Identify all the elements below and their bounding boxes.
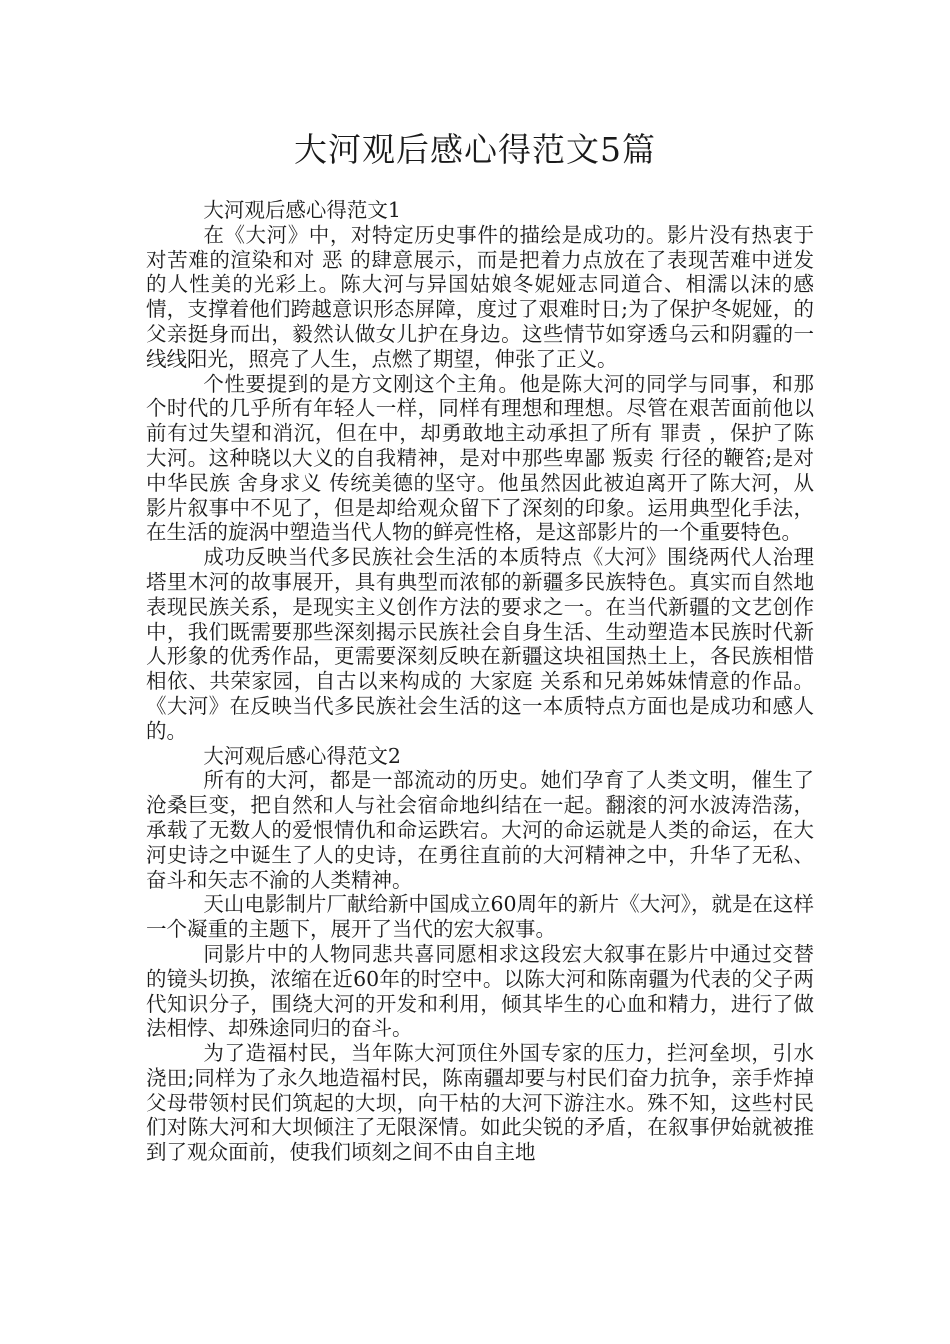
paragraph: 所有的大河，都是一部流动的历史。她们孕育了人类文明，催生了沧桑巨变，把自然和人与社会宿命地纠结在一起。翻滚的河水波涛浩荡，承载了无数人的爱恨情仇和命运跌宕。大河的命运就是人类的命运，在大河史诗之中诞生了人的史诗，在勇往直前的大河精神之中，升华了无私、奋斗和矢志不渝的人类精神。 — [146, 768, 814, 892]
section-heading: 大河观后感心得范文2 — [203, 743, 401, 768]
paragraph: 在《大河》中，对特定历史事件的描绘是成功的。影片没有热衷于对苦难的渲染和对 恶 的肆意展示，而是把着力点放在了表现苦难中迸发的人性美的光彩上。陈大河与异国姑娘冬妮娅志同道合、相濡以沫的感情，支撑着他们跨越意识形态屏障，度过了艰难时日;为了保护冬妮娅，的父亲挺身而出，毅然认做女儿护在身边。这些情节如穿透乌云和阴霾的一线线阳光，照亮了人生，点燃了期望，伸张了正义。 — [146, 222, 814, 371]
document-body — [146, 198, 814, 1165]
paragraph: 同影片中的人物同悲共喜同愿相求这段宏大叙事在影片中通过交替的镜头切换，浓缩在近60年的时空中。以陈大河和陈南疆为代表的父子两代知识分子，围绕大河的开发和利用，倾其毕生的心血和精力，进行了做法相悖、却殊途同归的奋斗。 — [146, 941, 814, 1041]
section-heading: 大河观后感心得范文1 — [203, 198, 401, 222]
paragraph: 为了造福村民，当年陈大河顶住外国专家的压力，拦河垒坝，引水浇田;同样为了永久地造福村民，陈南疆却要与村民们奋力抗争，亲手炸掉父母带领村民们筑起的大坝，向干枯的大河下游注水。殊不知，这些村民们对陈大河和大坝倾注了无限深情。如此尖锐的矛盾，在叙事伊始就被推到了观众面前，使我们顷刻之间不由自主地 — [146, 1041, 814, 1165]
paragraph: 个性要提到的是方文刚这个主角。他是陈大河的同学与同事，和那个时代的几乎所有年轻人一样，同样有理想和理想。尽管在艰苦面前他以前有过失望和消沉，但在中，却勇敢地主动承担了所有 罪责 ，保护了陈大河。这种晓以大义的自我精神，是对中那些卑鄙 叛卖 行径的鞭笞;是对中华民族 舍身求义 传统美德的坚守。他虽然因此被迫离开了陈大河，从影片叙事中不见了，但是却给观众留下了深刻的印象。运用典型化手法，在生活的旋涡中塑造当代人物的鲜亮性格，是这部影片的一个重要特色。 — [146, 371, 814, 545]
paragraph: 成功反映当代多民族社会生活的本质特点《大河》围绕两代人治理塔里木河的故事展开，具有典型而浓郁的新疆多民族特色。真实而自然地表现民族关系，是现实主义创作方法的要求之一。在当代新疆的文艺创作中，我们既需要那些深刻揭示民族社会自身生活、生动塑造本民族时代新人形象的优秀作品，更需要深刻反映在新疆这块祖国热土上，各民族相惜相依、共荣家园，自古以来构成的 大家庭 关系和兄弟姊妹情意的作品。《大河》在反映当代多民族社会生活的这一本质特点方面也是成功和感人的。 — [146, 545, 814, 743]
document-title: 大河观后感心得范文5篇 — [294, 130, 656, 169]
paragraph: 天山电影制片厂献给新中国成立60周年的新片《大河》，就是在这样一个凝重的主题下，展开了当代的宏大叙事。 — [146, 892, 814, 942]
